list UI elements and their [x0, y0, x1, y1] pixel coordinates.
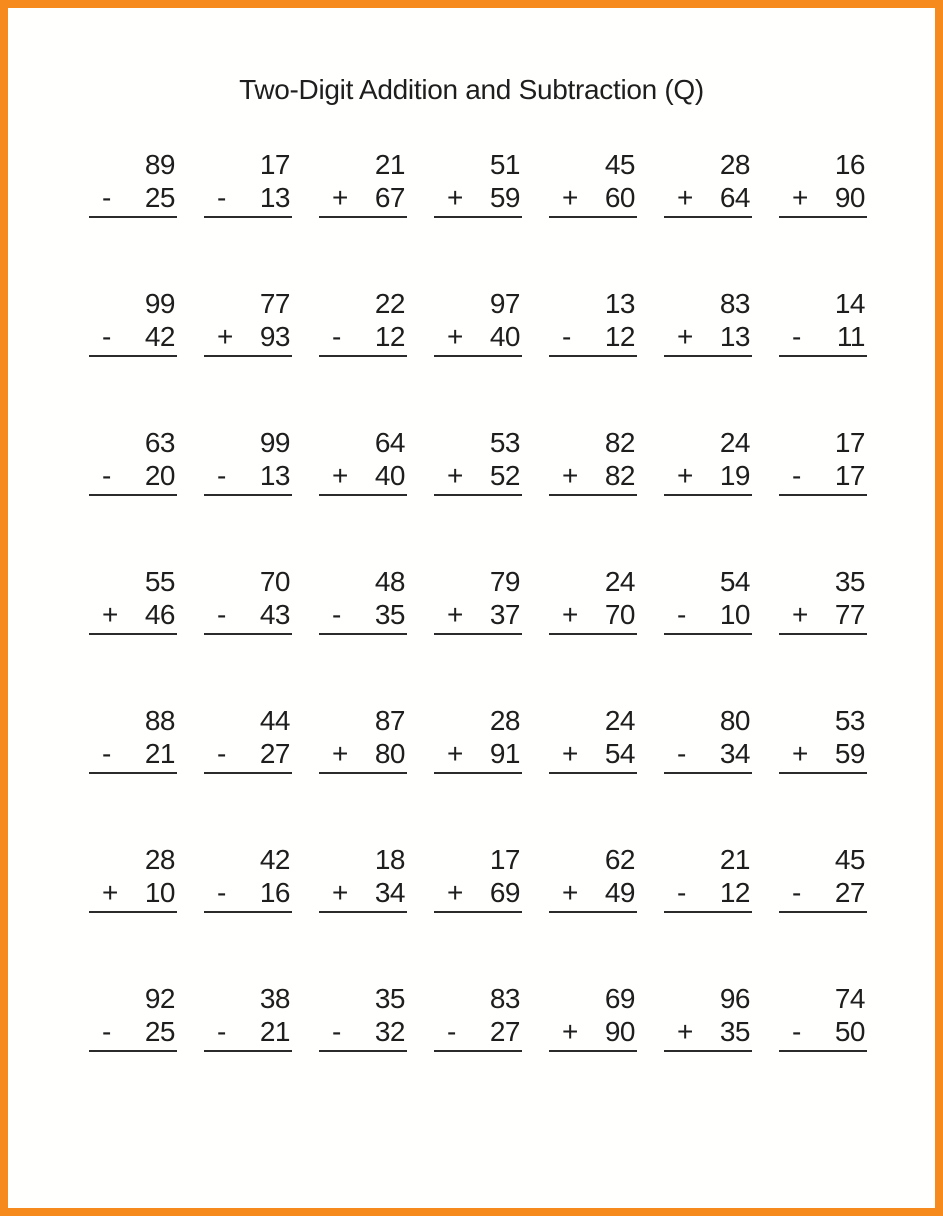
top-operand: 13 — [604, 288, 635, 319]
math-problem — [89, 426, 177, 496]
operator-sign: + — [447, 460, 463, 491]
operator-sign: - — [792, 321, 801, 352]
answer-line — [204, 355, 292, 357]
worksheet-title: Two-Digit Addition and Subtraction (Q) — [239, 74, 704, 105]
bottom-row — [549, 737, 637, 770]
answer-line — [664, 355, 752, 357]
bottom-operand: 46 — [144, 599, 175, 630]
answer-line — [549, 216, 637, 218]
answer-line — [549, 772, 637, 774]
operator-sign: - — [102, 321, 111, 352]
math-problem — [204, 426, 292, 496]
bottom-row — [204, 737, 292, 770]
bottom-row — [204, 598, 292, 631]
bottom-row — [779, 1015, 867, 1048]
bottom-operand: 77 — [834, 599, 865, 630]
top-operand: 83 — [719, 288, 750, 319]
answer-line — [204, 216, 292, 218]
bottom-operand: 27 — [259, 738, 290, 769]
top-operand: 14 — [834, 288, 865, 319]
bottom-row — [204, 876, 292, 909]
bottom-row — [664, 1015, 752, 1048]
top-operand: 22 — [374, 288, 405, 319]
operator-sign: + — [562, 877, 578, 908]
math-problem — [779, 843, 867, 913]
bottom-operand: 13 — [259, 182, 290, 213]
bottom-row — [779, 459, 867, 492]
problems-grid — [89, 148, 867, 1052]
bottom-operand: 54 — [604, 738, 635, 769]
bottom-operand: 19 — [719, 460, 750, 491]
math-problem — [89, 704, 177, 774]
answer-line — [434, 355, 522, 357]
top-operand: 38 — [259, 983, 290, 1014]
operator-sign: - — [677, 599, 686, 630]
answer-line — [664, 633, 752, 635]
top-operand: 96 — [719, 983, 750, 1014]
operator-sign: + — [447, 321, 463, 352]
operator-sign: - — [217, 1016, 226, 1047]
bottom-operand: 17 — [834, 460, 865, 491]
bottom-row — [89, 1015, 177, 1048]
operator-sign: - — [217, 599, 226, 630]
bottom-operand: 35 — [719, 1016, 750, 1047]
bottom-row — [779, 737, 867, 770]
top-operand: 24 — [604, 566, 635, 597]
operator-sign: + — [447, 182, 463, 213]
operator-sign: - — [332, 1016, 341, 1047]
top-operand: 48 — [374, 566, 405, 597]
bottom-operand: 50 — [834, 1016, 865, 1047]
bottom-operand: 70 — [604, 599, 635, 630]
bottom-operand: 60 — [604, 182, 635, 213]
operator-sign: + — [677, 1016, 693, 1047]
bottom-row — [89, 876, 177, 909]
top-operand: 28 — [144, 844, 175, 875]
math-problem — [319, 287, 407, 357]
bottom-row — [319, 459, 407, 492]
operator-sign: - — [792, 1016, 801, 1047]
bottom-row — [779, 598, 867, 631]
answer-line — [89, 772, 177, 774]
operator-sign: + — [332, 182, 348, 213]
bottom-operand: 13 — [719, 321, 750, 352]
answer-line — [549, 355, 637, 357]
operator-sign: + — [217, 321, 233, 352]
answer-line — [319, 355, 407, 357]
top-operand: 77 — [259, 288, 290, 319]
answer-line — [664, 772, 752, 774]
bottom-operand: 27 — [489, 1016, 520, 1047]
top-operand: 64 — [374, 427, 405, 458]
answer-line — [434, 494, 522, 496]
bottom-row — [664, 459, 752, 492]
top-operand: 45 — [834, 844, 865, 875]
answer-line — [89, 633, 177, 635]
bottom-operand: 12 — [604, 321, 635, 352]
top-operand: 97 — [489, 288, 520, 319]
answer-line — [204, 633, 292, 635]
bottom-row — [779, 876, 867, 909]
bottom-operand: 12 — [374, 321, 405, 352]
operator-sign: - — [677, 738, 686, 769]
top-operand: 44 — [259, 705, 290, 736]
math-problem — [89, 982, 177, 1052]
bottom-row — [549, 320, 637, 353]
bottom-operand: 91 — [489, 738, 520, 769]
bottom-operand: 40 — [374, 460, 405, 491]
math-problem — [549, 843, 637, 913]
math-problem — [89, 148, 177, 218]
top-operand: 53 — [489, 427, 520, 458]
operator-sign: + — [562, 1016, 578, 1047]
top-operand: 88 — [144, 705, 175, 736]
answer-line — [319, 633, 407, 635]
bottom-row — [664, 737, 752, 770]
bottom-row — [549, 181, 637, 214]
math-problem — [779, 565, 867, 635]
top-operand: 82 — [604, 427, 635, 458]
math-problem — [434, 704, 522, 774]
math-problem — [319, 426, 407, 496]
bottom-operand: 20 — [144, 460, 175, 491]
math-problem — [779, 704, 867, 774]
bottom-row — [434, 876, 522, 909]
math-problem — [89, 287, 177, 357]
math-problem — [549, 982, 637, 1052]
math-problem — [549, 426, 637, 496]
answer-line — [779, 494, 867, 496]
answer-line — [779, 772, 867, 774]
math-problem — [319, 704, 407, 774]
operator-sign: - — [562, 321, 571, 352]
bottom-operand: 42 — [144, 321, 175, 352]
answer-line — [434, 911, 522, 913]
answer-line — [204, 494, 292, 496]
bottom-row — [664, 598, 752, 631]
bottom-operand: 59 — [834, 738, 865, 769]
bottom-operand: 13 — [259, 460, 290, 491]
operator-sign: + — [447, 877, 463, 908]
top-operand: 79 — [489, 566, 520, 597]
operator-sign: + — [562, 738, 578, 769]
operator-sign: + — [447, 599, 463, 630]
math-problem — [664, 704, 752, 774]
operator-sign: - — [332, 599, 341, 630]
answer-line — [549, 911, 637, 913]
bottom-operand: 37 — [489, 599, 520, 630]
operator-sign: - — [792, 460, 801, 491]
math-problem — [204, 287, 292, 357]
math-problem — [319, 982, 407, 1052]
top-operand: 24 — [719, 427, 750, 458]
math-problem — [204, 565, 292, 635]
top-operand: 28 — [719, 149, 750, 180]
top-operand: 54 — [719, 566, 750, 597]
top-operand: 99 — [144, 288, 175, 319]
answer-line — [319, 911, 407, 913]
math-problem — [664, 426, 752, 496]
bottom-row — [434, 1015, 522, 1048]
bottom-row — [434, 737, 522, 770]
bottom-row — [434, 459, 522, 492]
bottom-row — [319, 598, 407, 631]
math-problem — [664, 148, 752, 218]
answer-line — [779, 355, 867, 357]
bottom-row — [204, 459, 292, 492]
bottom-operand: 32 — [374, 1016, 405, 1047]
top-operand: 35 — [834, 566, 865, 597]
operator-sign: - — [102, 738, 111, 769]
answer-line — [549, 633, 637, 635]
answer-line — [779, 633, 867, 635]
operator-sign: + — [677, 460, 693, 491]
operator-sign: + — [792, 182, 808, 213]
answer-line — [779, 911, 867, 913]
operator-sign: + — [792, 599, 808, 630]
bottom-operand: 10 — [144, 877, 175, 908]
answer-line — [664, 216, 752, 218]
math-problem — [779, 287, 867, 357]
math-problem — [434, 565, 522, 635]
answer-line — [434, 216, 522, 218]
math-problem — [549, 565, 637, 635]
bottom-row — [89, 598, 177, 631]
math-problem — [204, 982, 292, 1052]
top-operand: 51 — [489, 149, 520, 180]
bottom-row — [319, 1015, 407, 1048]
bottom-operand: 80 — [374, 738, 405, 769]
operator-sign: + — [562, 182, 578, 213]
bottom-row — [319, 320, 407, 353]
operator-sign: + — [677, 321, 693, 352]
math-problem — [319, 148, 407, 218]
bottom-row — [664, 876, 752, 909]
top-operand: 17 — [259, 149, 290, 180]
answer-line — [319, 1050, 407, 1052]
bottom-row — [434, 320, 522, 353]
answer-line — [434, 633, 522, 635]
bottom-operand: 90 — [834, 182, 865, 213]
top-operand: 89 — [144, 149, 175, 180]
math-problem — [434, 148, 522, 218]
answer-line — [89, 1050, 177, 1052]
answer-line — [664, 911, 752, 913]
top-operand: 80 — [719, 705, 750, 736]
math-problem — [779, 426, 867, 496]
top-operand: 83 — [489, 983, 520, 1014]
top-operand: 17 — [834, 427, 865, 458]
top-operand: 17 — [489, 844, 520, 875]
math-problem — [319, 565, 407, 635]
bottom-row — [434, 598, 522, 631]
operator-sign: - — [217, 877, 226, 908]
math-problem — [664, 565, 752, 635]
bottom-operand: 16 — [259, 877, 290, 908]
bottom-operand: 21 — [259, 1016, 290, 1047]
bottom-operand: 25 — [144, 182, 175, 213]
top-operand: 53 — [834, 705, 865, 736]
bottom-row — [319, 181, 407, 214]
bottom-operand: 35 — [374, 599, 405, 630]
math-problem — [89, 843, 177, 913]
bottom-operand: 34 — [374, 877, 405, 908]
operator-sign: - — [677, 877, 686, 908]
operator-sign: + — [102, 877, 118, 908]
answer-line — [319, 216, 407, 218]
bottom-row — [319, 876, 407, 909]
answer-line — [319, 772, 407, 774]
operator-sign: - — [792, 877, 801, 908]
bottom-operand: 25 — [144, 1016, 175, 1047]
answer-line — [89, 911, 177, 913]
bottom-operand: 10 — [719, 599, 750, 630]
bottom-operand: 40 — [489, 321, 520, 352]
top-operand: 69 — [604, 983, 635, 1014]
bottom-row — [204, 181, 292, 214]
top-operand: 21 — [719, 844, 750, 875]
bottom-operand: 82 — [604, 460, 635, 491]
bottom-operand: 27 — [834, 877, 865, 908]
top-operand: 87 — [374, 705, 405, 736]
operator-sign: - — [102, 182, 111, 213]
math-problem — [204, 704, 292, 774]
math-problem — [204, 148, 292, 218]
bottom-row — [319, 737, 407, 770]
answer-line — [549, 1050, 637, 1052]
top-operand: 35 — [374, 983, 405, 1014]
bottom-operand: 67 — [374, 182, 405, 213]
bottom-row — [664, 320, 752, 353]
operator-sign: + — [332, 738, 348, 769]
math-problem — [319, 843, 407, 913]
bottom-row — [779, 181, 867, 214]
answer-line — [89, 355, 177, 357]
bottom-row — [89, 320, 177, 353]
bottom-operand: 43 — [259, 599, 290, 630]
operator-sign: + — [562, 460, 578, 491]
answer-line — [89, 494, 177, 496]
operator-sign: - — [217, 182, 226, 213]
bottom-operand: 69 — [489, 877, 520, 908]
math-problem — [89, 565, 177, 635]
bottom-row — [204, 320, 292, 353]
bottom-operand: 59 — [489, 182, 520, 213]
answer-line — [779, 1050, 867, 1052]
operator-sign: + — [332, 460, 348, 491]
bottom-operand: 49 — [604, 877, 635, 908]
operator-sign: - — [217, 738, 226, 769]
math-problem — [549, 287, 637, 357]
math-problem — [434, 982, 522, 1052]
bottom-row — [204, 1015, 292, 1048]
bottom-operand: 21 — [144, 738, 175, 769]
top-operand: 62 — [604, 844, 635, 875]
bottom-operand: 34 — [719, 738, 750, 769]
bottom-operand: 64 — [719, 182, 750, 213]
bottom-operand: 11 — [836, 321, 865, 352]
math-problem — [664, 843, 752, 913]
math-problem — [204, 843, 292, 913]
answer-line — [434, 1050, 522, 1052]
bottom-row — [89, 737, 177, 770]
operator-sign: + — [677, 182, 693, 213]
top-operand: 28 — [489, 705, 520, 736]
operator-sign: + — [102, 599, 118, 630]
answer-line — [549, 494, 637, 496]
bottom-row — [664, 181, 752, 214]
bottom-row — [549, 598, 637, 631]
answer-line — [664, 494, 752, 496]
bottom-row — [434, 181, 522, 214]
answer-line — [664, 1050, 752, 1052]
operator-sign: - — [447, 1016, 456, 1047]
math-problem — [434, 843, 522, 913]
math-problem — [779, 982, 867, 1052]
top-operand: 42 — [259, 844, 290, 875]
top-operand: 74 — [834, 983, 865, 1014]
answer-line — [89, 216, 177, 218]
answer-line — [204, 911, 292, 913]
top-operand: 92 — [144, 983, 175, 1014]
math-problem — [779, 148, 867, 218]
math-problem — [549, 148, 637, 218]
operator-sign: + — [792, 738, 808, 769]
math-problem — [434, 426, 522, 496]
top-operand: 99 — [259, 427, 290, 458]
top-operand: 21 — [374, 149, 405, 180]
answer-line — [204, 1050, 292, 1052]
top-operand: 24 — [604, 705, 635, 736]
operator-sign: - — [102, 460, 111, 491]
top-operand: 45 — [604, 149, 635, 180]
answer-line — [779, 216, 867, 218]
bottom-row — [549, 459, 637, 492]
top-operand: 18 — [374, 844, 405, 875]
bottom-operand: 12 — [719, 877, 750, 908]
bottom-row — [779, 320, 867, 353]
top-operand: 70 — [259, 566, 290, 597]
operator-sign: + — [447, 738, 463, 769]
answer-line — [204, 772, 292, 774]
operator-sign: + — [332, 877, 348, 908]
top-operand: 63 — [144, 427, 175, 458]
math-problem — [434, 287, 522, 357]
bottom-row — [549, 876, 637, 909]
operator-sign: - — [102, 1016, 111, 1047]
math-problem — [549, 704, 637, 774]
bottom-row — [89, 181, 177, 214]
top-operand: 16 — [834, 149, 865, 180]
bottom-operand: 52 — [489, 460, 520, 491]
bottom-row — [549, 1015, 637, 1048]
math-problem — [664, 982, 752, 1052]
answer-line — [434, 772, 522, 774]
operator-sign: - — [217, 460, 226, 491]
bottom-operand: 93 — [259, 321, 290, 352]
operator-sign: - — [332, 321, 341, 352]
operator-sign: + — [562, 599, 578, 630]
bottom-row — [89, 459, 177, 492]
top-operand: 55 — [144, 566, 175, 597]
math-problem — [664, 287, 752, 357]
answer-line — [319, 494, 407, 496]
bottom-operand: 90 — [604, 1016, 635, 1047]
